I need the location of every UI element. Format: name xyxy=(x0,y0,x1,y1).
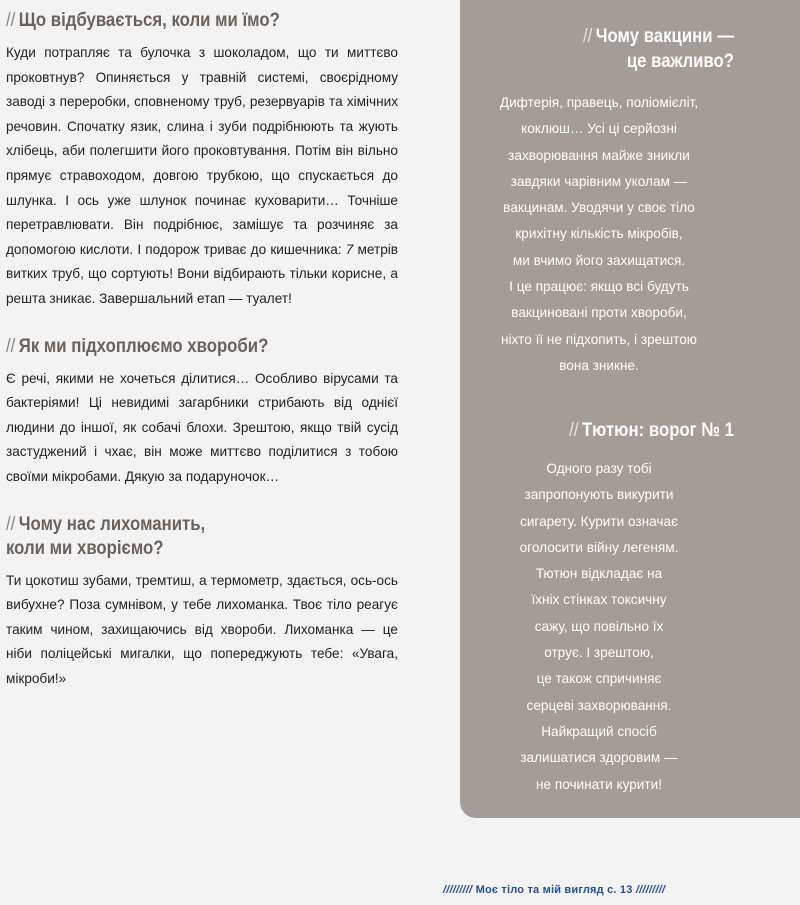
box-line: Одного разу тобі xyxy=(546,461,652,476)
footer-hatch-right: ///////// xyxy=(635,884,666,896)
box-line: вакциновані проти хвороби, xyxy=(511,305,687,321)
sidebar-box xyxy=(460,0,800,818)
box-line: крихітну кількість мікробів, xyxy=(515,226,683,242)
footer-hatch-left: ///////// xyxy=(443,884,473,896)
box-line: ніхто її не підхопить, і зрештою xyxy=(501,331,697,347)
box-line: І це працює: якщо всі будуть xyxy=(509,279,689,295)
page-footer xyxy=(443,884,665,896)
box-line: серцеві захворювання. xyxy=(526,697,672,713)
paragraph-text: метрів витких труб, що сортують! Вони відбирають тільки корисне, а решта зникає. Завершальний етап — туалет! xyxy=(6,241,398,306)
box-line: оголосити війну легеням. xyxy=(519,539,679,555)
box-line: Тютюн відкладає на xyxy=(535,566,663,582)
heading-slashes: // xyxy=(6,334,16,357)
box-line: їхніх стінках токсичну xyxy=(531,592,667,608)
box-line: захворювання майже зникли xyxy=(508,147,690,163)
section-diseases xyxy=(6,334,398,490)
section-paragraph: Є речі, якими не хочеться ділитися… Особливо вірусами та бактеріями! Ці невидимі загарбники стрибають від однієї людини до іншої, як собачі блохи. Зрештою, якщо твій сусід застуджений і чхає, він може миттєво поділитися з тобою своїми мікробами. Дякую за подаруночок… xyxy=(6,370,398,484)
section-eating xyxy=(6,8,398,312)
box-line: Найкращий спосіб xyxy=(541,723,657,739)
box-line: не починати курити! xyxy=(535,776,662,792)
heading-text-line2: коли ми хворіємо? xyxy=(6,536,164,559)
section-heading xyxy=(6,8,343,32)
footer-text: Моє тіло та мій вигляд с. 13 xyxy=(475,884,633,896)
heading-text-line1: Чому вакцини — xyxy=(595,25,734,47)
box-line: залишатися здоровим — xyxy=(520,750,678,766)
box-section-tobacco xyxy=(464,418,734,798)
heading-slashes: // xyxy=(582,25,593,47)
section-heading xyxy=(6,334,343,358)
box-line: це також спричиняє xyxy=(536,671,662,687)
box-section-vaccines xyxy=(464,24,734,379)
section-heading xyxy=(6,512,343,560)
box-line: завдяки чарівним уколам — xyxy=(510,173,688,189)
box-line: ми вчимо його захищатися. xyxy=(512,252,686,268)
box-heading-line2: це важливо? xyxy=(626,50,734,72)
box-paragraph xyxy=(464,456,734,798)
box-line: вона зникне. xyxy=(559,357,639,373)
heading-text: Тютюн: ворог № 1 xyxy=(582,419,734,441)
left-column xyxy=(6,8,398,713)
box-line: коклюш… Усі ці серйозні xyxy=(521,121,677,137)
heading-slashes: // xyxy=(569,419,579,441)
heading-text: Як ми підхоплюємо хвороби? xyxy=(18,334,269,357)
box-paragraph xyxy=(464,90,734,379)
heading-text-line1: Чому нас лихоманить, xyxy=(18,512,206,535)
paragraph-text: Куди потрапляє та булочка з шоколадом, що ти миттєво проковтнув? Опиняється у травній системі, своєрідному заводі з переробки, сповненому труб, резервуарів та хімічних речовин. Спочатку язик, слина і зуби подрібнюють та жують хлібець, аби полегшити його проковтування. Потім він вільно прямує стравоходом, довгою трубкою, що спускається до шлунка. І ось уже шлунок починає куховарити… Точніше перетравлювати. Він подрібнює, замішує та розчиняє за допомогою кислоти. І подорож триває до кишечника: xyxy=(6,45,398,257)
box-line: вакцинам. Уводячи у своє тіло xyxy=(503,200,695,216)
box-heading xyxy=(502,418,734,443)
paragraph-number: 7 xyxy=(345,241,354,257)
section-fever xyxy=(6,512,398,692)
heading-slashes: // xyxy=(6,512,16,535)
heading-text: Що відбувається, коли ми їмо? xyxy=(18,9,280,31)
box-heading xyxy=(502,24,734,49)
box-line: сигарету. Курити означає xyxy=(520,513,678,529)
heading-slashes: // xyxy=(6,9,16,31)
box-line: сажу, що повільно їх xyxy=(534,618,664,634)
box-line: Дифтерія, правець, поліомієліт, xyxy=(499,95,699,110)
box-line: отрує. І зрештою, xyxy=(544,645,654,661)
section-paragraph xyxy=(6,41,398,312)
section-paragraph: Ти цокотиш зубами, тремтиш, а термометр, здається, ось-ось вибухне? Поза сумнівом, у тебе лихоманка. Твоє тіло реагує таким чином, захищаючись від хвороби. Лихоманка — це ніби поліцейські мигалки, що попереджують тебе: «Увага, мікроби!» xyxy=(6,572,398,686)
box-line: запропонують викурити xyxy=(524,487,674,503)
